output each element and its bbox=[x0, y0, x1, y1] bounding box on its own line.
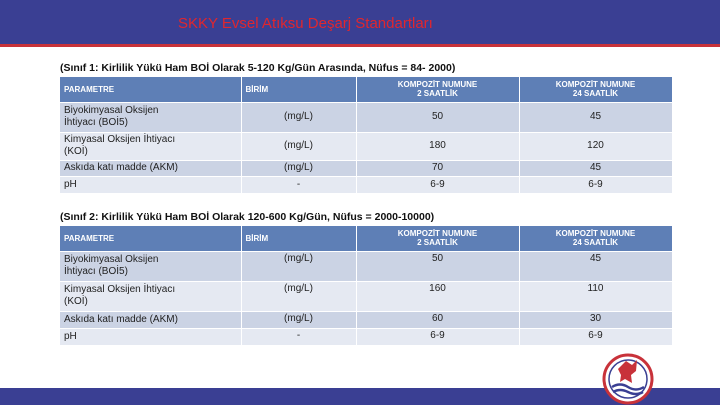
parameter-cell: pH bbox=[60, 328, 241, 345]
table1-caption: (Sınıf 1: Kirlilik Yükü Ham BOİ Olarak 5-120 Kg/Gün Arasında, Nüfus = 84- 2000) bbox=[60, 62, 456, 74]
header-kompozit-2: KOMPOZİT NUMUNE 2 SAATLİK bbox=[356, 77, 519, 102]
header-kompozit-24: KOMPOZİT NUMUNE 24 SAATLİK bbox=[519, 226, 672, 251]
header-kompozit-2: KOMPOZİT NUMUNE 2 SAATLİK bbox=[356, 226, 519, 251]
unit-cell: (mg/L) bbox=[241, 160, 356, 176]
value-24h-cell: 45 bbox=[519, 102, 672, 132]
parameter-cell: Askıda katı madde (AKM) bbox=[60, 311, 241, 328]
parameter-cell: Biyokimyasal Oksijen İhtiyacı (BOİ5) bbox=[60, 251, 241, 281]
university-seal-icon bbox=[600, 349, 656, 405]
table-row bbox=[60, 102, 672, 132]
unit-cell: (mg/L) bbox=[241, 251, 356, 281]
value-24h-cell: 45 bbox=[519, 251, 672, 281]
value-2h-cell: 70 bbox=[356, 160, 519, 176]
header-birim: BİRİM bbox=[241, 226, 356, 251]
value-2h-cell: 180 bbox=[356, 132, 519, 160]
value-24h-cell: 6-9 bbox=[519, 328, 672, 345]
table1 bbox=[60, 77, 673, 194]
unit-cell: - bbox=[241, 176, 356, 193]
parameter-cell: pH bbox=[60, 176, 241, 193]
unit-cell: (mg/L) bbox=[241, 132, 356, 160]
table-header-row bbox=[60, 77, 672, 102]
value-24h-cell: 120 bbox=[519, 132, 672, 160]
unit-cell: (mg/L) bbox=[241, 102, 356, 132]
header-parametre: PARAMETRE bbox=[60, 77, 241, 102]
value-2h-cell: 50 bbox=[356, 251, 519, 281]
header-birim: BİRİM bbox=[241, 77, 356, 102]
table2 bbox=[60, 226, 673, 346]
table-row bbox=[60, 176, 672, 193]
table2-caption: (Sınıf 2: Kirlilik Yükü Ham BOİ Olarak 120-600 Kg/Gün, Nüfus = 2000-10000) bbox=[60, 211, 435, 223]
slide-title: SKKY Evsel Atıksu Deşarj Standartları bbox=[178, 15, 433, 32]
unit-cell: (mg/L) bbox=[241, 311, 356, 328]
table-row bbox=[60, 311, 672, 328]
value-24h-cell: 30 bbox=[519, 311, 672, 328]
value-24h-cell: 110 bbox=[519, 281, 672, 311]
table-row bbox=[60, 251, 672, 281]
unit-cell: (mg/L) bbox=[241, 281, 356, 311]
table-row bbox=[60, 328, 672, 345]
value-2h-cell: 6-9 bbox=[356, 176, 519, 193]
header-accent-line bbox=[0, 44, 720, 47]
table-row bbox=[60, 132, 672, 160]
header-parametre: PARAMETRE bbox=[60, 226, 241, 251]
header-kompozit-24: KOMPOZİT NUMUNE 24 SAATLİK bbox=[519, 77, 672, 102]
parameter-cell: Kimyasal Oksijen İhtiyacı (KOİ) bbox=[60, 132, 241, 160]
table-row bbox=[60, 281, 672, 311]
parameter-cell: Kimyasal Oksijen İhtiyacı (KOİ) bbox=[60, 281, 241, 311]
value-2h-cell: 50 bbox=[356, 102, 519, 132]
value-2h-cell: 6-9 bbox=[356, 328, 519, 345]
value-2h-cell: 160 bbox=[356, 281, 519, 311]
parameter-cell: Askıda katı madde (AKM) bbox=[60, 160, 241, 176]
table-row bbox=[60, 160, 672, 176]
parameter-cell: Biyokimyasal Oksijen İhtiyacı (BOİ5) bbox=[60, 102, 241, 132]
value-24h-cell: 6-9 bbox=[519, 176, 672, 193]
value-24h-cell: 45 bbox=[519, 160, 672, 176]
value-2h-cell: 60 bbox=[356, 311, 519, 328]
table-header-row bbox=[60, 226, 672, 251]
unit-cell: - bbox=[241, 328, 356, 345]
